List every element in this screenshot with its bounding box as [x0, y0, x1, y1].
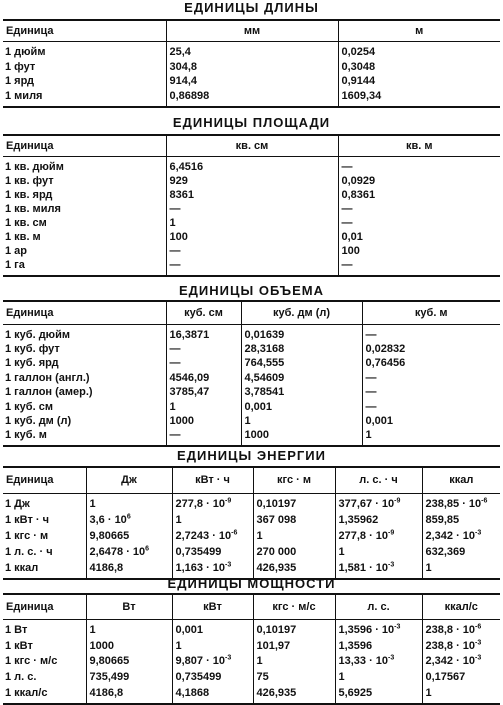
value-cell: 0,001 — [241, 400, 362, 414]
area-table — [3, 134, 500, 277]
value-cell: 28,3168 — [241, 342, 362, 356]
value-cell: 1,3596 — [335, 639, 422, 655]
value-cell: 1 — [362, 429, 500, 446]
unit-name-cell: 1 кВт — [5, 639, 33, 652]
value-cell: 0,9144 — [338, 75, 500, 90]
value-cell: $9,807 \cdot 10^{-3}$ — [172, 654, 253, 670]
value-cell: 0,10197 — [253, 494, 335, 513]
value-cell: $3,6 \cdot 10^6$ — [86, 513, 172, 529]
value-cell: 9,80665 — [86, 529, 172, 545]
value-cell: — — [166, 202, 338, 216]
table-row — [3, 342, 500, 356]
value-cell: 100 — [338, 245, 500, 259]
table-row — [3, 529, 500, 545]
value-cell: $238,85 \cdot 10^{-6}$ — [422, 494, 500, 513]
table-row — [3, 259, 500, 276]
volume-header-unit: Единица — [3, 301, 166, 325]
value-cell: 1 — [335, 544, 422, 560]
unit-name-cell: 1 ярд — [5, 75, 35, 88]
value-cell: 1 — [253, 654, 335, 670]
length-header-col-1: мм — [166, 20, 338, 42]
value-cell: — — [338, 157, 500, 175]
value-cell: 426,935 — [253, 685, 335, 704]
unit-name-cell: 1 ккал — [5, 561, 39, 574]
table-row — [3, 157, 500, 175]
energy-header-row — [3, 467, 500, 494]
value-cell: $277,8 \cdot 10^{-9}$ — [172, 494, 253, 513]
energy-table — [3, 466, 500, 580]
value-cell: 1 — [422, 685, 500, 704]
value-cell: 0,001 — [362, 414, 500, 428]
value-cell: 1 — [172, 513, 253, 529]
value-cell: $277,8 \cdot 10^{-9}$ — [335, 529, 422, 545]
value-cell: — — [362, 325, 500, 343]
value-cell: 3785,47 — [166, 386, 241, 400]
value-cell: 101,97 — [253, 639, 335, 655]
volume-header-col-2: куб. дм (л) — [241, 301, 362, 325]
unit-name-cell: 1 дюйм — [5, 45, 46, 58]
value-cell: 16,3871 — [166, 325, 241, 343]
value-cell: 0,3048 — [338, 60, 500, 75]
table-row — [3, 245, 500, 259]
value-cell: 4186,8 — [86, 685, 172, 704]
value-cell: 1 — [335, 670, 422, 686]
unit-name-cell: 1 галлон (амер.) — [5, 386, 93, 399]
value-cell: $1,581 \cdot 10^{-3}$ — [335, 560, 422, 579]
unit-name-cell: 1 га — [5, 259, 25, 272]
table-row — [3, 386, 500, 400]
table-row — [3, 202, 500, 216]
value-cell: — — [166, 342, 241, 356]
table-row — [3, 75, 500, 90]
unit-name-cell: 1 куб. дм (л) — [5, 414, 72, 427]
value-cell: 3,78541 — [241, 386, 362, 400]
value-cell: 1 — [166, 400, 241, 414]
unit-name-cell: 1 кв. м — [5, 231, 41, 244]
table-row — [3, 89, 500, 107]
unit-name-cell: 1 л. с. · ч — [5, 545, 53, 558]
value-cell: 4186,8 — [86, 560, 172, 579]
value-cell: 4,1868 — [172, 685, 253, 704]
table-row — [3, 639, 500, 655]
value-cell: — — [362, 400, 500, 414]
table-row — [3, 188, 500, 202]
value-cell: — — [166, 357, 241, 371]
value-cell: 75 — [253, 670, 335, 686]
power-header-col-3: кгс · м/с — [253, 594, 335, 620]
value-cell: 1000 — [166, 414, 241, 428]
unit-name-cell: 1 кв. миля — [5, 202, 61, 215]
energy-header-col-1: Дж — [86, 467, 172, 494]
value-cell: 0,0929 — [338, 174, 500, 188]
value-cell: 304,8 — [166, 60, 338, 75]
value-cell: 0,735499 — [172, 544, 253, 560]
value-cell: 0,01639 — [241, 325, 362, 343]
value-cell: $1,3596 \cdot 10^{-3}$ — [335, 620, 422, 639]
value-cell: 764,555 — [241, 357, 362, 371]
value-cell: 8361 — [166, 188, 338, 202]
unit-name-cell: 1 Вт — [5, 624, 28, 637]
unit-name-cell: 1 кв. см — [5, 217, 47, 230]
unit-name-cell: 1 куб. см — [5, 400, 53, 413]
value-cell: $2,7243 \cdot 10^{-6}$ — [172, 529, 253, 545]
value-cell: 1 — [86, 494, 172, 513]
value-cell: $377,67 \cdot 10^{-9}$ — [335, 494, 422, 513]
value-cell: 632,369 — [422, 544, 500, 560]
value-cell: 270 000 — [253, 544, 335, 560]
value-cell: $238,8 \cdot 10^{-3}$ — [422, 639, 500, 655]
energy-header-unit: Единица — [3, 467, 86, 494]
table-row — [3, 544, 500, 560]
unit-name-cell: 1 кгс · м — [5, 529, 49, 542]
value-cell: 0,001 — [172, 620, 253, 639]
unit-name-cell: 1 л. с. — [5, 671, 37, 684]
power-header-col-5: ккал/с — [422, 594, 500, 620]
unit-name-cell: 1 кв. ярд — [5, 188, 53, 201]
power-header-unit: Единица — [3, 594, 86, 620]
value-cell: 0,735499 — [172, 670, 253, 686]
value-cell: 1 — [86, 620, 172, 639]
value-cell: 0,01 — [338, 231, 500, 245]
unit-name-cell: 1 галлон (англ.) — [5, 371, 90, 384]
volume-header-col-3: куб. м — [362, 301, 500, 325]
value-cell: — — [338, 217, 500, 231]
value-cell: 735,499 — [86, 670, 172, 686]
unit-name-cell: 1 кв. дюйм — [5, 160, 64, 173]
table-row — [3, 42, 500, 60]
value-cell: — — [166, 245, 338, 259]
table-row — [3, 60, 500, 75]
unit-name-cell: 1 куб. фут — [5, 343, 60, 356]
volume-table — [3, 300, 500, 447]
energy-header-col-2: кВт · ч — [172, 467, 253, 494]
value-cell: $2,342 \cdot 10^{-3}$ — [422, 654, 500, 670]
value-cell: — — [338, 202, 500, 216]
value-cell: 859,85 — [422, 513, 500, 529]
value-cell: — — [362, 371, 500, 385]
energy-title: ЕДИНИЦЫ ЭНЕРГИИ — [177, 448, 326, 463]
value-cell: 1 — [422, 560, 500, 579]
value-cell: 1 — [241, 414, 362, 428]
area-title: ЕДИНИЦЫ ПЛОЩАДИ — [172, 115, 331, 130]
area-header-unit: Единица — [3, 135, 166, 157]
value-cell: 367 098 — [253, 513, 335, 529]
value-cell: 0,8361 — [338, 188, 500, 202]
value-cell: 25,4 — [166, 42, 338, 60]
value-cell: 0,17567 — [422, 670, 500, 686]
value-cell: 4546,09 — [166, 371, 241, 385]
unit-name-cell: 1 кВт · ч — [5, 514, 50, 527]
area-header-row — [3, 135, 500, 157]
value-cell: 1 — [166, 217, 338, 231]
value-cell: $238,8 \cdot 10^{-6}$ — [422, 620, 500, 639]
value-cell: $2,342 \cdot 10^{-3}$ — [422, 529, 500, 545]
value-cell: 1 — [172, 639, 253, 655]
length-header-col-2: м — [338, 20, 500, 42]
table-row — [3, 231, 500, 245]
value-cell: 1000 — [241, 429, 362, 446]
table-row — [3, 654, 500, 670]
power-header-col-2: кВт — [172, 594, 253, 620]
unit-name-cell: 1 кв. фут — [5, 174, 54, 187]
length-header-row — [3, 20, 500, 42]
energy-header-col-5: ккал — [422, 467, 500, 494]
table-row — [3, 357, 500, 371]
table-row — [3, 400, 500, 414]
value-cell: — — [362, 386, 500, 400]
volume-header-col-1: куб. см — [166, 301, 241, 325]
value-cell: — — [166, 259, 338, 276]
value-cell: 426,935 — [253, 560, 335, 579]
table-row — [3, 670, 500, 686]
volume-title: ЕДИНИЦЫ ОБЪЕМА — [179, 283, 324, 298]
power-header-col-4: л. с. — [335, 594, 422, 620]
value-cell: 0,02832 — [362, 342, 500, 356]
unit-name-cell: 1 кгс · м/с — [5, 655, 58, 668]
volume-header-row — [3, 301, 500, 325]
value-cell: $1,163 \cdot 10^{-3}$ — [172, 560, 253, 579]
table-row — [3, 620, 500, 639]
power-header-row — [3, 594, 500, 620]
value-cell: — — [338, 259, 500, 276]
value-cell: 0,76456 — [362, 357, 500, 371]
power-header-col-1: Вт — [86, 594, 172, 620]
area-header-col-2: кв. м — [338, 135, 500, 157]
value-cell: 1000 — [86, 639, 172, 655]
value-cell: 100 — [166, 231, 338, 245]
value-cell: 1 — [253, 529, 335, 545]
table-row — [3, 325, 500, 343]
table-row — [3, 414, 500, 428]
power-title: ЕДИНИЦЫ МОЩНОСТИ — [167, 576, 336, 591]
power-table — [3, 593, 500, 705]
table-row — [3, 371, 500, 385]
table-row — [3, 494, 500, 513]
value-cell: $2,6478 \cdot 10^6$ — [86, 544, 172, 560]
length-header-unit: Единица — [3, 20, 166, 42]
value-cell: 0,10197 — [253, 620, 335, 639]
value-cell: 4,54609 — [241, 371, 362, 385]
table-row — [3, 217, 500, 231]
table-row — [3, 429, 500, 446]
value-cell: 1,35962 — [335, 513, 422, 529]
length-title: ЕДИНИЦЫ ДЛИНЫ — [184, 0, 319, 15]
value-cell: 1609,34 — [338, 89, 500, 107]
value-cell: — — [166, 429, 241, 446]
unit-name-cell: 1 фут — [5, 60, 36, 73]
length-table — [3, 19, 500, 108]
value-cell: 929 — [166, 174, 338, 188]
table-row — [3, 513, 500, 529]
unit-name-cell: 1 куб. дюйм — [5, 328, 70, 341]
energy-header-col-4: л. с. · ч — [335, 467, 422, 494]
unit-name-cell: 1 ар — [5, 245, 28, 258]
area-header-col-1: кв. см — [166, 135, 338, 157]
value-cell: 0,0254 — [338, 42, 500, 60]
unit-name-cell: 1 куб. м — [5, 429, 47, 442]
unit-name-cell: 1 Дж — [5, 498, 30, 511]
value-cell: 914,4 — [166, 75, 338, 90]
energy-header-col-3: кгс · м — [253, 467, 335, 494]
value-cell: 6,4516 — [166, 157, 338, 175]
value-cell: 9,80665 — [86, 654, 172, 670]
value-cell: $13,33 \cdot 10^{-3}$ — [335, 654, 422, 670]
value-cell: 0,86898 — [166, 89, 338, 107]
table-row — [3, 685, 500, 704]
value-cell: 5,6925 — [335, 685, 422, 704]
unit-name-cell: 1 ккал/с — [5, 686, 48, 699]
table-row — [3, 174, 500, 188]
unit-name-cell: 1 куб. ярд — [5, 357, 59, 370]
unit-name-cell: 1 миля — [5, 90, 43, 103]
